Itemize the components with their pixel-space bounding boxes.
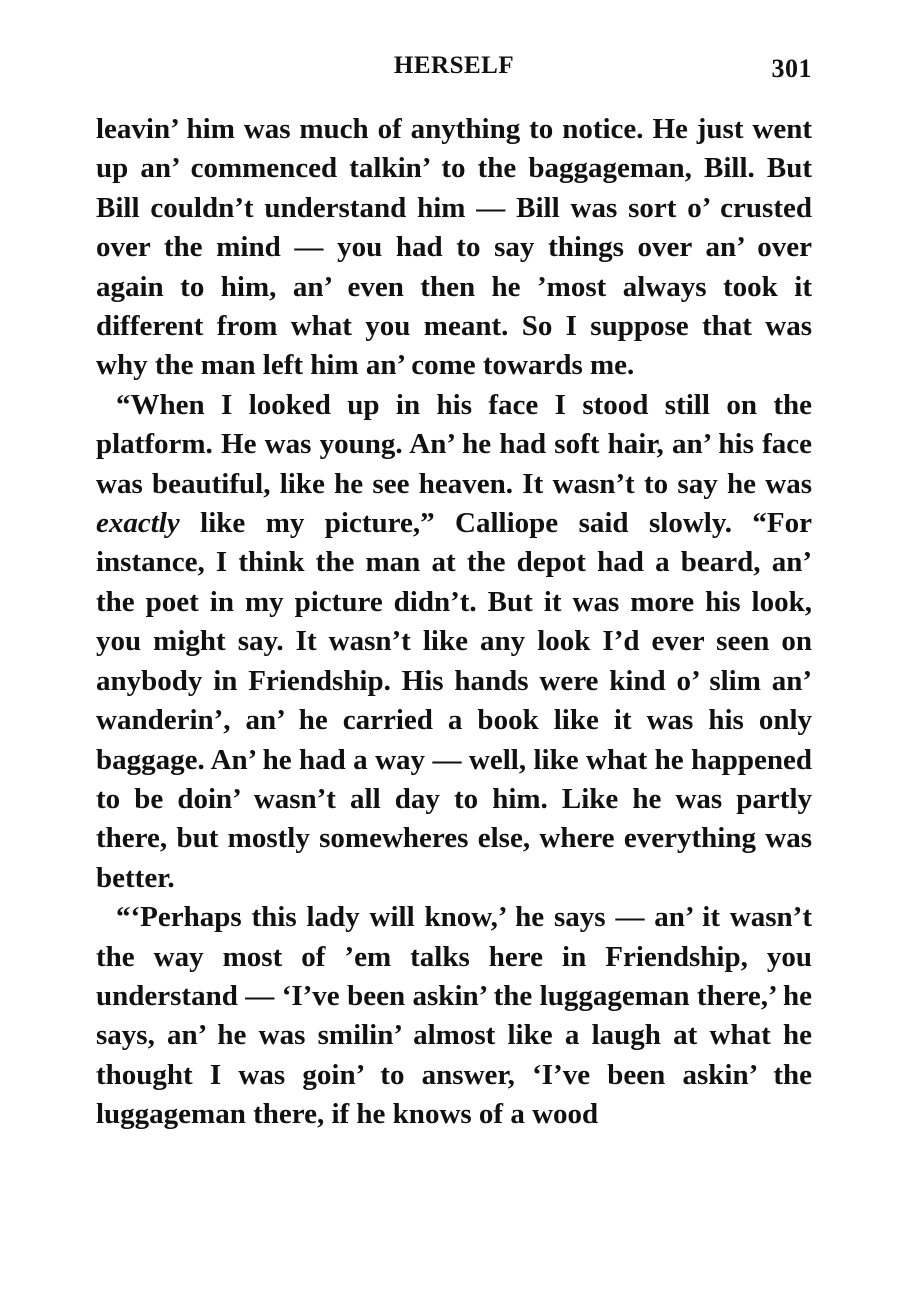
running-header bbox=[96, 52, 812, 88]
book-page bbox=[96, 52, 812, 1135]
paragraph-text-after-emphasis: like my picture,” Calliope said slowly. “For instance, I think the man at the depot had a beard, an’ the poet in my picture didn’t. But it was more his look, you might say. It wasn’t like any look I’d ever seen on anybody in Friendship. His hands were kind o’ slim an’ wanderin’, an’ he carried a book like it was his only baggage. An’ he had a way — well, like what he happened to be doin’ wasn’t all day to him. Like he was partly there, but mostly somewheres else, where everything was better. bbox=[96, 507, 812, 894]
paragraph-continuation: leavin’ him was much of anything to notice. He just went up an’ commenced talkin’ to the baggageman, Bill. But Bill couldn’t understand him — Bill was sort o’ crusted over the mind — you had to say things over an’ over again to him, an’ even then he ’most always took it different from what you meant. So I suppose that was why the man left him an’ come towards me. bbox=[96, 113, 812, 382]
emphasized-word: exactly bbox=[96, 507, 180, 540]
paragraph-platform-meeting bbox=[96, 386, 812, 898]
page-number: 301 bbox=[771, 54, 812, 83]
paragraph-dialogue: “‘Perhaps this lady will know,’ he says — an’ it wasn’t the way most of ’em talks here in Friendship, you understand — ‘I’ve been askin’ the luggageman there,’ he says, an’ he was smilin’ almost like a laugh at what he thought I was goin’ to answer, ‘I’ve been askin’ the luggageman there, if he knows of a wood bbox=[96, 901, 812, 1131]
body-text bbox=[96, 110, 812, 1135]
running-title: HERSELF bbox=[393, 52, 515, 79]
paragraph-text-before-emphasis: “When I looked up in his face I stood still on the platform. He was young. An’ he had soft hair, an’ his face was beautiful, like he see heaven. It wasn’t to say he was bbox=[96, 388, 812, 500]
